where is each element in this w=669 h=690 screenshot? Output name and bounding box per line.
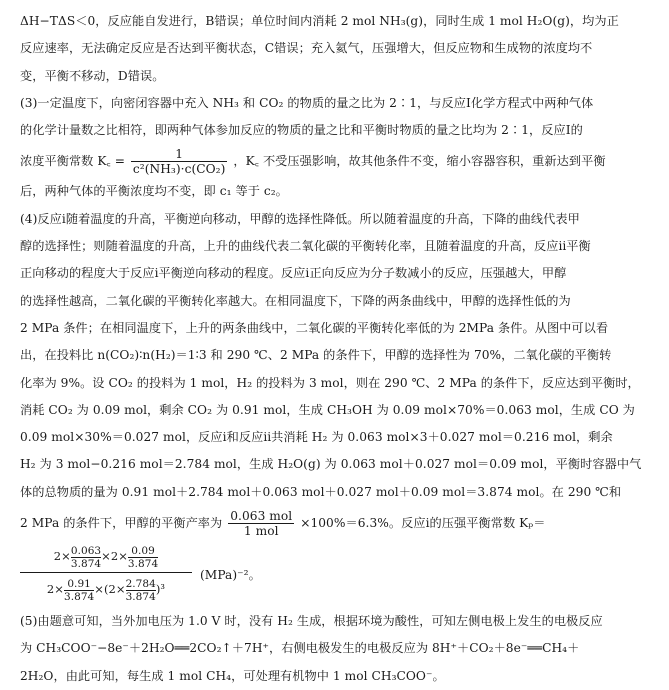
yield-numerator: 0.063 mol xyxy=(230,509,293,524)
text-line: 后，两种气体的平衡浓度均不变，即 c₁ 等于 c₂。 xyxy=(20,184,288,199)
kp-den-factor: 2× xyxy=(46,582,64,597)
kp-formula xyxy=(20,542,659,604)
kp-num-factor: ×2× xyxy=(101,549,128,564)
kp-den-frac-1 xyxy=(64,578,94,603)
yield-prefix: 2 MPa 的条件下，甲醇的平衡产率为 xyxy=(20,516,223,531)
text-line: 2H₂O，由此可知，每生成 1 mol CH₄，可处理有机物中 1 mol CH₃COO⁻。 xyxy=(20,668,445,683)
frac-numerator: 0.063 xyxy=(70,544,102,557)
frac-denominator: 3.874 xyxy=(70,557,102,570)
text-line: ΔH−TΔS＜0，反应能自发进行，B错误；单位时间内消耗 2 mol NH₃(g)，同时生成 1 mol H₂O(g)，均为正 xyxy=(20,14,619,28)
text-line: (5)由题意可知，当外加电压为 1.0 V 时，没有 H₂ 生成，根据环境为酸性，可知左侧电极上发生的电极反应 xyxy=(20,614,603,629)
frac-numerator: 0.91 xyxy=(64,578,94,591)
kp-unit: (MPa)⁻²。 xyxy=(200,568,261,583)
kp-fraction xyxy=(20,542,192,603)
yield-formula-line xyxy=(20,506,659,540)
kp-den-exponent: )³ xyxy=(155,582,166,597)
kp-numerator xyxy=(20,542,192,573)
text-line: (3)一定温度下，向密闭容器中充入 NH₃ 和 CO₂ 的物质的量之比为 2∶1，与反应Ⅰ化学方程式中两种气体 xyxy=(20,95,594,110)
text-line: 变，平衡不移动，D错误。 xyxy=(20,68,165,83)
kp-num-frac-2 xyxy=(128,545,158,570)
kp-denominator xyxy=(20,573,192,603)
text-line: 0.09 mol×30%＝0.027 mol，反应ⅰ和反应ⅱ共消耗 H₂ 为 0.063 mol×3＋0.027 mol＝0.216 mol，剩余 xyxy=(20,430,613,445)
kc-fraction xyxy=(131,147,228,176)
kp-den-factor: ×(2× xyxy=(94,582,126,597)
kp-den-frac-2 xyxy=(126,578,156,603)
frac-numerator: 0.09 xyxy=(128,545,158,558)
text-line: (4)反应ⅰ随着温度的升高，平衡逆向移动，甲醇的选择性降低。所以随着温度的升高，下降的曲线代表甲 xyxy=(20,211,580,226)
paragraph-3 xyxy=(20,90,659,206)
kp-num-factor: 2× xyxy=(53,549,71,564)
yield-suffix: ×100%＝6.3%。反应ⅰ的压强平衡常数 Kₚ＝ xyxy=(300,516,546,531)
text-line: 2 MPa 条件；在相同温度下，上升的两条曲线中，二氧化碳的平衡转化率低的为 2MPa 条件。从图中可以看 xyxy=(20,320,609,335)
frac-numerator: 2.784 xyxy=(125,577,156,590)
frac-denominator: 3.874 xyxy=(63,590,95,603)
text-line: 化率为 9%。设 CO₂ 的投料为 1 mol，H₂ 的投料为 3 mol，则在 290 ℃、2 MPa 的条件下，反应达到平衡时， xyxy=(20,375,640,390)
text-line: H₂ 为 3 mol−0.216 mol＝2.784 mol，生成 H₂O(g) 为 0.063 mol＋0.027 mol＝0.09 mol，平衡时容器中气 xyxy=(20,457,642,472)
kc-numerator: 1 xyxy=(131,147,228,162)
frac-denominator: 3.874 xyxy=(127,557,159,570)
kc-suffix: ，K꜀ 不受压强影响，故其他条件不变，缩小容器容积，重新达到平衡 xyxy=(233,154,606,169)
text-line: 体的总物质的量为 0.91 mol＋2.784 mol＋0.063 mol＋0.027 mol＋0.09 mol＝3.874 mol。在 290 ℃和 xyxy=(20,484,622,499)
paragraph-4 xyxy=(20,206,659,604)
yield-fraction xyxy=(228,509,294,538)
kp-num-frac-1 xyxy=(71,545,101,570)
text-line: 消耗 CO₂ 为 0.09 mol，剩余 CO₂ 为 0.91 mol，生成 CH₃OH 为 0.09 mol×70%＝0.063 mol，生成 CO 为 xyxy=(20,402,635,417)
text-line: 的化学计量数之比相符，即两种气体参加反应的物质的量之比和平衡时物质的量之比均为 2∶1，反应Ⅰ的 xyxy=(20,123,583,138)
paragraph-5 xyxy=(20,608,659,690)
kc-label: 浓度平衡常数 K꜀ = xyxy=(20,154,125,169)
kc-formula-line xyxy=(20,144,659,178)
text-line: 正向移动的程度大于反应ⅰ平衡逆向移动的程度。反应ⅰ正向反应为分子数减小的反应，压强越大，甲醇 xyxy=(20,266,567,281)
kc-denominator: c²(NH₃)·c(CO₂) xyxy=(132,162,226,177)
text-line: 的选择性越高，二氧化碳的平衡转化率越大。在相同温度下，下降的两条曲线中，甲醇的选择性低的为 xyxy=(20,293,571,308)
yield-denominator: 1 mol xyxy=(243,524,279,539)
text-line: 出，在投料比 n(CO₂)∶n(H₂)＝1∶3 和 290 ℃、2 MPa 的条件下，甲醇的选择性为 70%，二氧化碳的平衡转 xyxy=(20,348,612,363)
text-line: 醇的选择性；则随着温度的升高，上升的曲线代表二氧化碳的平衡转化率，且随着温度的升高，反应ⅱ平衡 xyxy=(20,239,591,254)
frac-denominator: 3.874 xyxy=(125,590,156,603)
text-line: 为 CH₃COO⁻−8e⁻＋2H₂O══2CO₂↑＋7H⁺，右侧电极发生的电极反应为 8H⁺＋CO₂＋8e⁻══CH₄＋ xyxy=(20,641,580,656)
paragraph-2-conclusion xyxy=(20,8,659,90)
text-line: 反应速率，无法确定反应是否达到平衡状态，C错误；充入氦气，压强增大，但反应物和生成物的浓度均不 xyxy=(20,41,593,56)
